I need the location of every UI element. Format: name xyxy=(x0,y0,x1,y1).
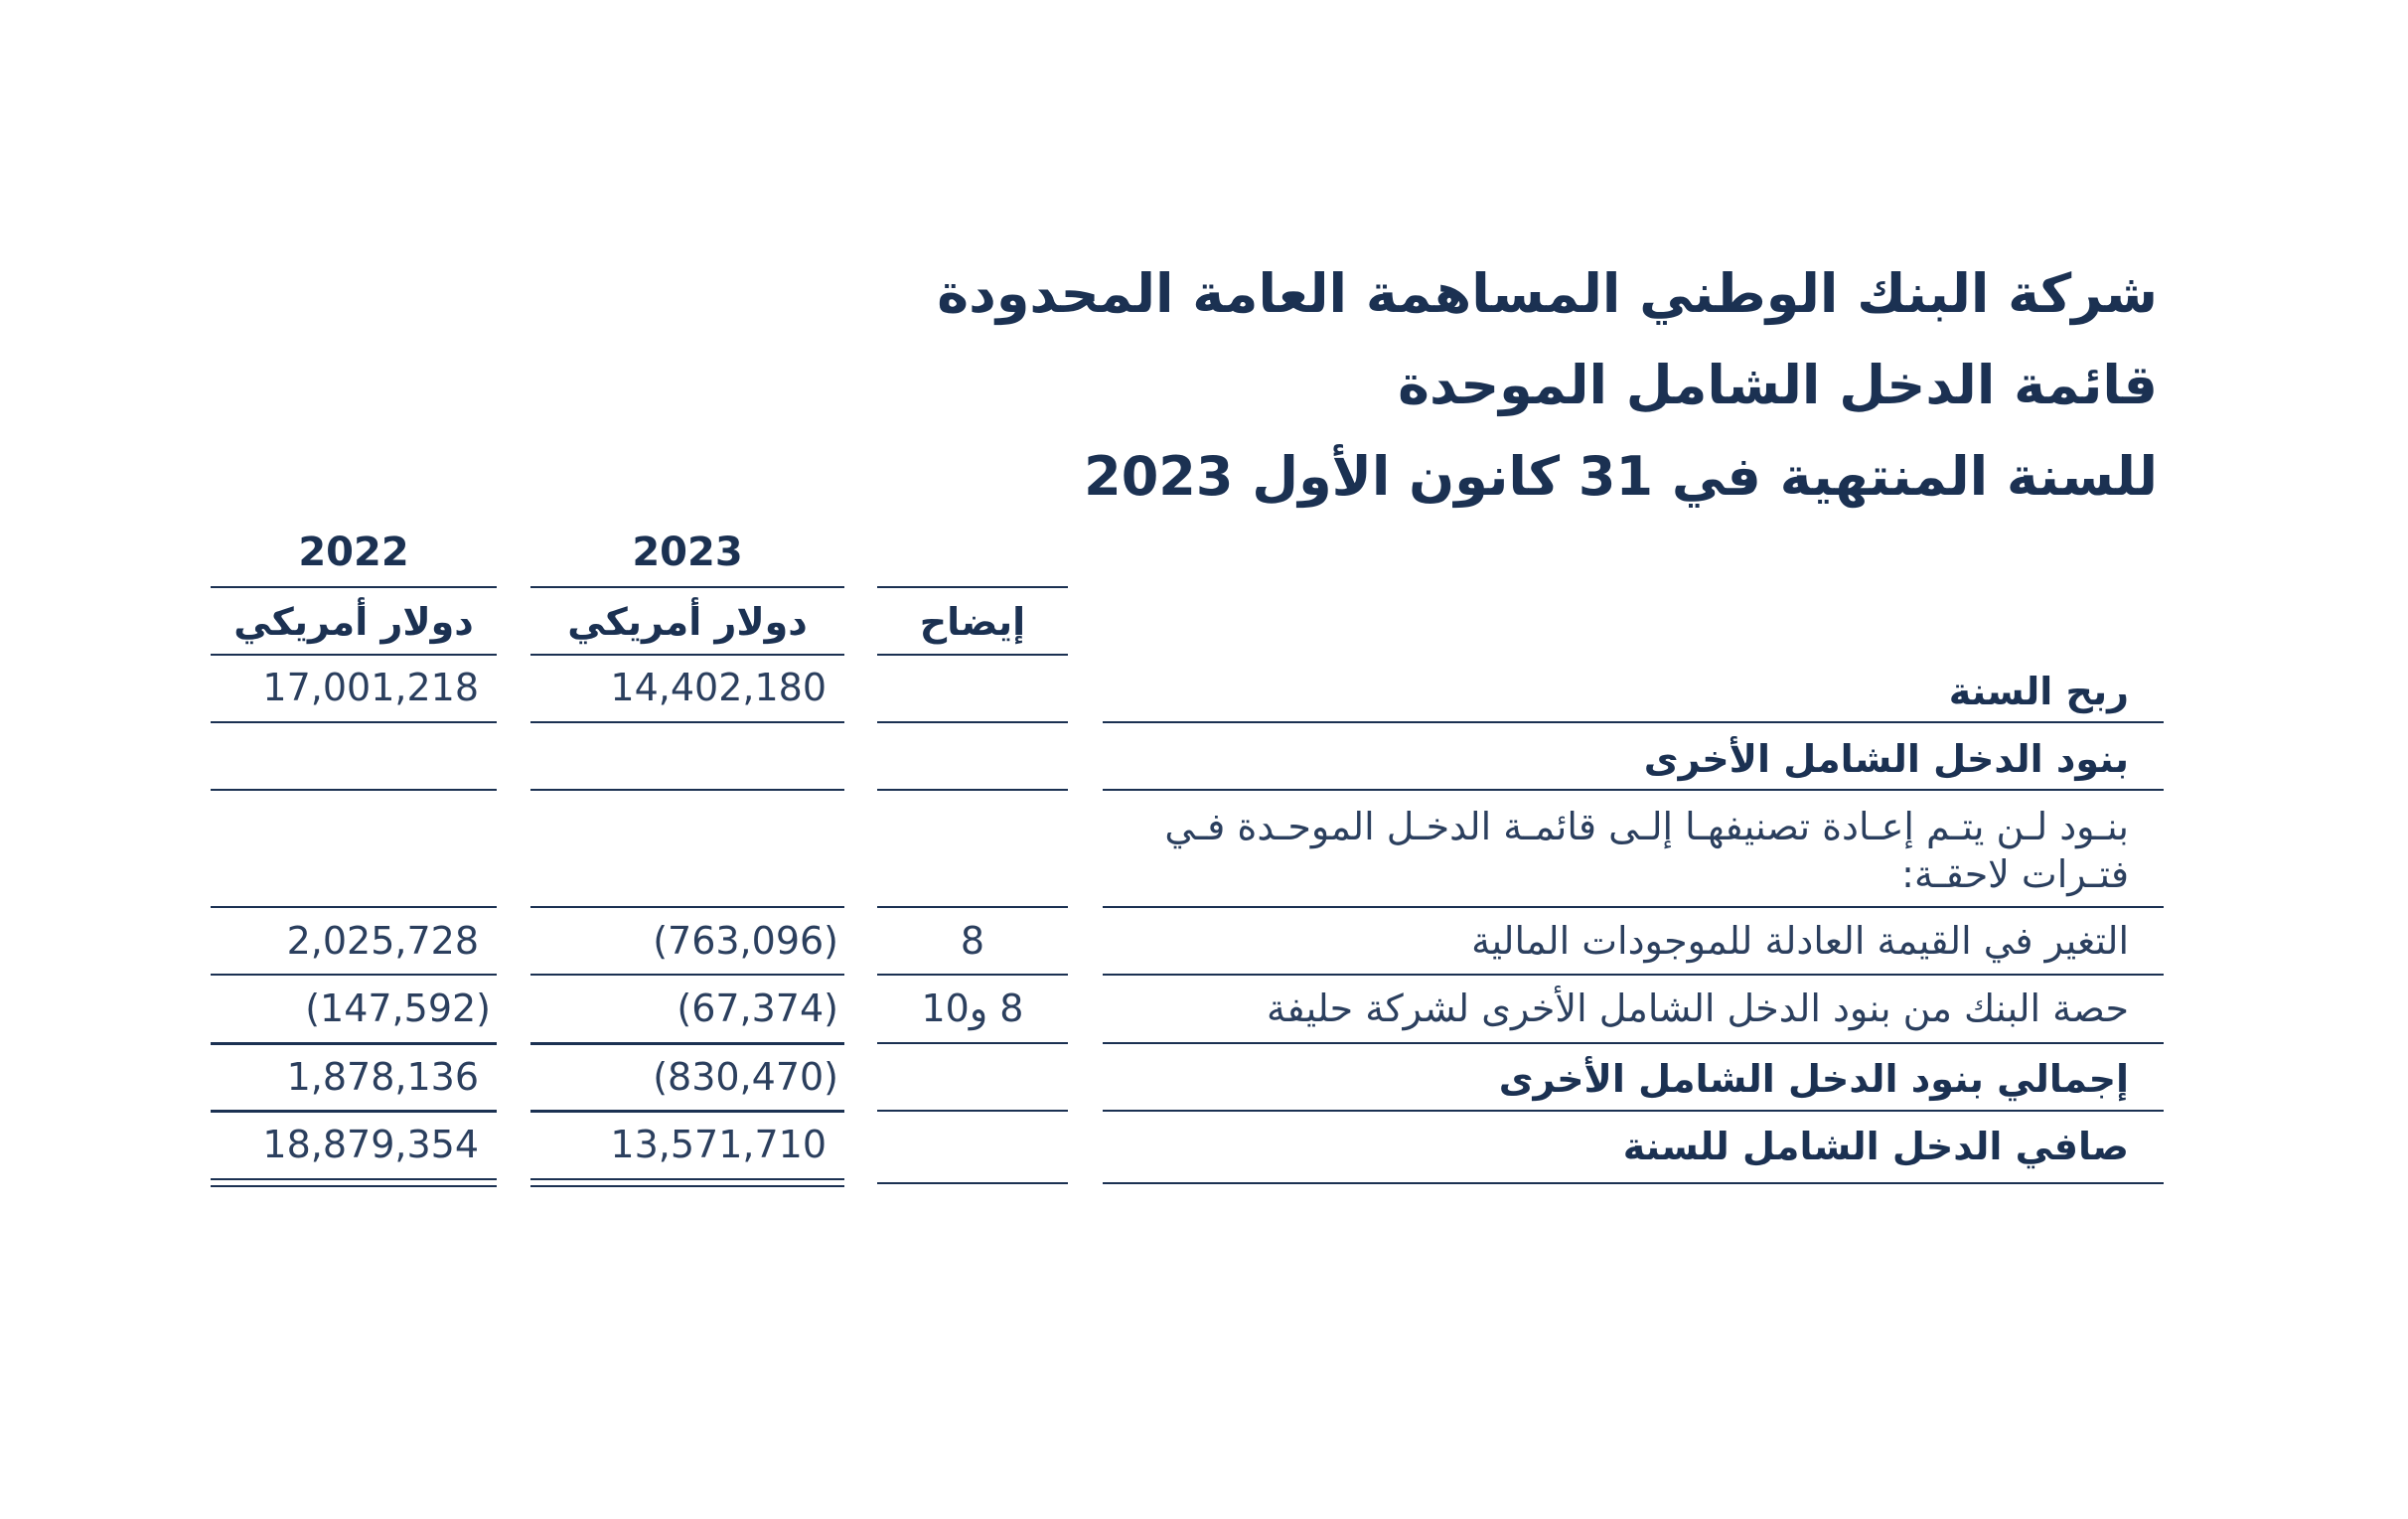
rule-r2-2022 xyxy=(211,906,497,908)
rule-header-2022 xyxy=(211,654,497,656)
row-profit-label: ربح السنة xyxy=(1948,670,2129,713)
rule-r3-label xyxy=(1103,974,2164,976)
rule-r2-2023 xyxy=(530,906,844,908)
row-fair-value-note: 8 xyxy=(960,919,985,963)
row-net-ci-label: صافي الدخل الشامل للسنة xyxy=(1622,1125,2129,1168)
year-header-2023: 2023 xyxy=(632,530,743,575)
rule-r4-2023 xyxy=(530,1042,844,1045)
rule-r5-2023 xyxy=(530,1110,844,1113)
rule-r0-note xyxy=(877,721,1068,723)
row-associate-label: حصة البنك من بنود الدخل الشامل الأخرى لشركة حليفة xyxy=(1267,987,2129,1030)
currency-header-2023: دولار أمريكي xyxy=(567,600,808,644)
rule-r5-note xyxy=(877,1110,1068,1112)
statement-title: قائمة الدخل الشامل الموحدة xyxy=(1398,354,2158,416)
rule-r4-label xyxy=(1103,1042,2164,1044)
rule-header-2023 xyxy=(530,654,844,656)
row-not-reclassified-label: بنـود لـن يتـم إعـادة تصنيفهـا إلـى قائمـة الدخـل الموحـدة فـي فتـرات لاحقـة: xyxy=(1164,805,2129,896)
rule-r1-2022 xyxy=(211,789,497,791)
rule-r0-2023 xyxy=(530,721,844,723)
rule-note-top xyxy=(877,586,1068,588)
row-fair-value-2022: 2,025,728 xyxy=(286,919,479,963)
rule-r3-2023 xyxy=(530,974,844,976)
rule-r1-2023 xyxy=(530,789,844,791)
rule-r1-label xyxy=(1103,789,2164,791)
row-associate-note: 8 و10 xyxy=(921,987,1024,1030)
rule-r3-2022 xyxy=(211,974,497,976)
rule-r6-note xyxy=(877,1182,1068,1184)
rule-r6-label xyxy=(1103,1182,2164,1184)
rule-2022-top xyxy=(211,586,497,588)
double-rule-2023-a xyxy=(530,1178,844,1180)
rule-r0-2022 xyxy=(211,721,497,723)
rule-2023-top xyxy=(530,586,844,588)
rule-header-note xyxy=(877,654,1068,656)
rule-r0-label xyxy=(1103,721,2164,723)
rule-r2-label xyxy=(1103,906,2164,908)
rule-r2-note xyxy=(877,906,1068,908)
double-rule-2023-b xyxy=(530,1185,844,1187)
row-total-oci-2022: 1,878,136 xyxy=(286,1055,479,1099)
company-name: شركة البنك الوطني المساهمة العامة المحدودة xyxy=(937,262,2158,325)
rule-r5-2022 xyxy=(211,1110,497,1113)
row-total-oci-2023: (830,470) xyxy=(653,1055,838,1099)
rule-r4-note xyxy=(877,1042,1068,1044)
double-rule-2022-a xyxy=(211,1178,497,1180)
row-associate-2022: (147,592) xyxy=(305,987,491,1030)
year-header-2022: 2022 xyxy=(298,530,409,575)
row-net-ci-2022: 18,879,354 xyxy=(262,1123,479,1166)
double-rule-2022-b xyxy=(211,1185,497,1187)
row-fair-value-2023: (763,096) xyxy=(653,919,838,963)
statement-period: للسنة المنتهية في 31 كانون الأول 2023 xyxy=(1084,445,2158,508)
row-oci-heading-label: بنود الدخل الشامل الأخرى xyxy=(1643,737,2129,781)
rule-r3-note xyxy=(877,974,1068,976)
rule-r4-2022 xyxy=(211,1042,497,1045)
currency-header-2022: دولار أمريكي xyxy=(233,600,474,644)
rule-r1-note xyxy=(877,789,1068,791)
rule-r5-label xyxy=(1103,1110,2164,1112)
row-fair-value-label: التغير في القيمة العادلة للموجودات المالية xyxy=(1471,919,2129,963)
row-total-oci-label: إجمالي بنود الدخل الشامل الأخرى xyxy=(1498,1057,2129,1101)
row-profit-2023: 14,402,180 xyxy=(610,666,827,709)
row-associate-2023: (67,374) xyxy=(677,987,838,1030)
row-profit-2022: 17,001,218 xyxy=(262,666,479,709)
note-header: إيضاح xyxy=(919,600,1026,644)
row-net-ci-2023: 13,571,710 xyxy=(610,1123,827,1166)
